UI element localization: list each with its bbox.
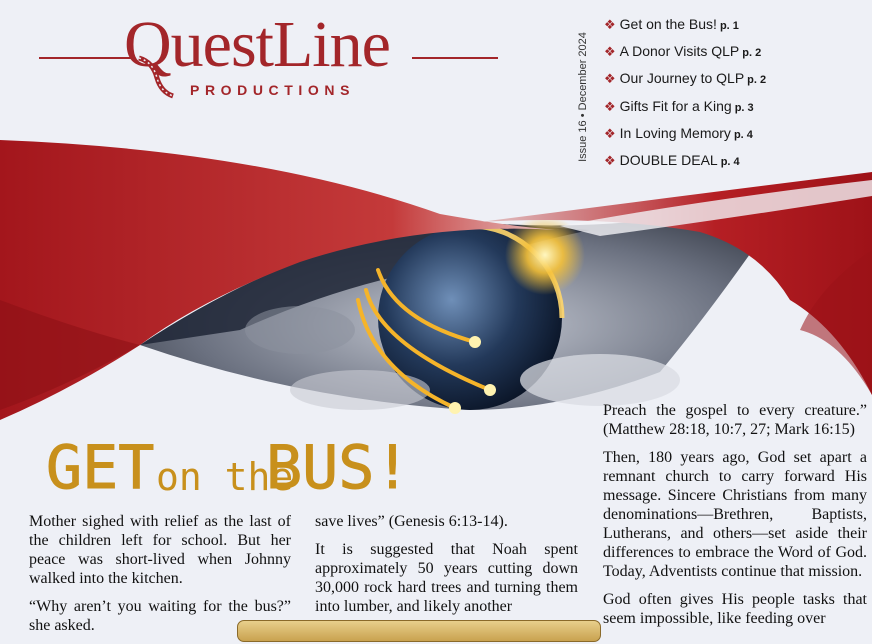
logo-rule-left (39, 57, 135, 59)
toc-title: DOUBLE DEAL (619, 151, 718, 168)
diamond-bullet-icon: ❖ (604, 71, 616, 87)
diamond-bullet-icon: ❖ (604, 125, 616, 141)
issue-info (574, 22, 592, 172)
diamond-bullet-icon: ❖ (604, 44, 616, 60)
diamond-bullet-icon: ❖ (604, 98, 616, 114)
toc-title: Get on the Bus! (619, 16, 717, 32)
diamond-bullet-icon: ❖ (604, 17, 616, 32)
toc-title: Gifts Fit for a King (619, 97, 732, 114)
headline-word-bus: BUS! (266, 433, 411, 503)
toc-page: p. 4 (720, 155, 740, 168)
toc-page: p. 2 (742, 47, 762, 60)
logo-rule-right (412, 57, 498, 59)
toc-title: In Loving Memory (619, 124, 731, 141)
toc-page: p. 4 (733, 128, 753, 141)
paragraph: It is suggested that Noah spent approximately 50 years cutting down 30,000 rock hard trees and turning them into lumber, and likely another (315, 541, 578, 615)
toc-item[interactable] (604, 14, 766, 41)
toc-item[interactable] (604, 150, 766, 177)
toc-item[interactable] (604, 123, 766, 150)
film-reel-icon (135, 52, 175, 100)
article-column-3 (603, 401, 867, 637)
paragraph: Preach the gospel to every creature.” (Matthew 28:18, 10:7, 27; Mark 16:15) (603, 402, 867, 438)
toc-item[interactable] (604, 41, 766, 68)
paragraph: Mother sighed with relief as the last of the children left for school. But her peace was short-lived when Johnny walked into the kitchen. (29, 513, 291, 587)
toc-title: Our Journey to QLP (619, 70, 745, 87)
table-of-contents (604, 14, 766, 177)
toc-page: p. 1 (719, 20, 739, 32)
toc-page: p. 3 (734, 101, 754, 114)
toc-page: p. 2 (747, 74, 767, 87)
paragraph: God often gives His people tasks that seem impossible, like feeding over (603, 591, 867, 627)
paragraph: save lives” (Genesis 6:13-14). (315, 513, 508, 530)
headline-word-on-the: on the (156, 455, 294, 499)
article-headline (46, 420, 411, 503)
brand-subtitle: PRODUCTIONS (190, 82, 356, 98)
paragraph: Then, 180 years ago, God set apart a remnant church to carry forward His message. Sincere Christians from many denominations—Brethren, Baptists, Lutherans, and others—set aside their differences to embrace the Word of God. Today, Adventists continue that mission. (603, 449, 867, 580)
toc-title: A Donor Visits QLP (619, 43, 740, 60)
issue-label: Issue 16 • December 2024 (577, 32, 589, 162)
headline-word-get: GET (46, 433, 155, 503)
article-column-2 (315, 512, 578, 625)
toc-item[interactable] (604, 96, 766, 123)
toc-item[interactable] (604, 68, 766, 95)
paragraph: “Why aren’t you waiting for the bus?” she asked. (29, 598, 291, 634)
diamond-bullet-icon: ❖ (604, 152, 616, 168)
brand-logo: QuestLine (124, 8, 390, 81)
parchment-scroll-graphic (237, 620, 601, 642)
